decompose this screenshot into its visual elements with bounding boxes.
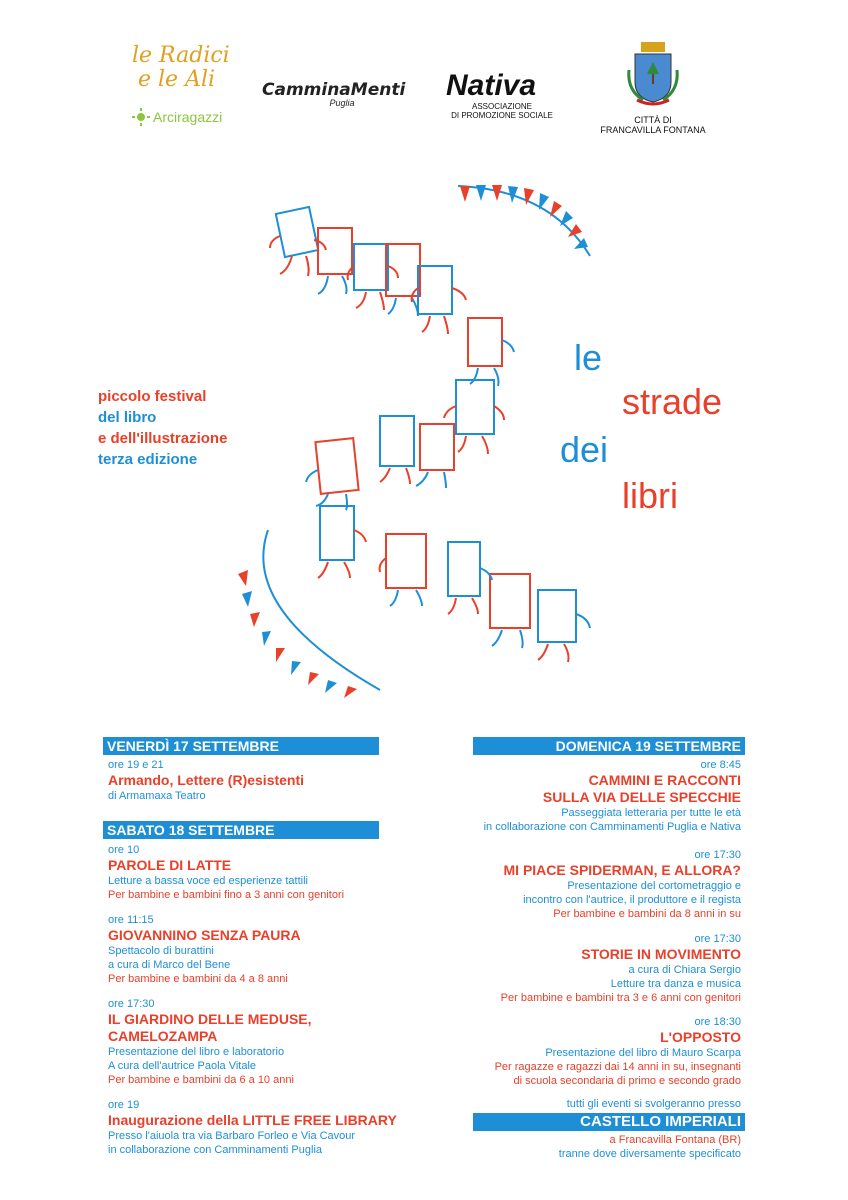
festival-subtitle (98, 386, 298, 470)
sunday-event-2 (420, 848, 741, 921)
friday-event-1 (108, 758, 408, 803)
event-line: a cura di Marco del Bene (108, 959, 231, 971)
event-time: ore 19 (108, 1099, 140, 1111)
event-time: ore 17:30 (694, 849, 741, 861)
sunday-header: DOMENICA 19 SETTEMBRE (473, 737, 745, 755)
saturday-event-2 (108, 913, 408, 986)
event-title-2: SULLA VIA DELLE SPECCHIE (542, 789, 741, 805)
festival-line1: piccolo festival (98, 388, 207, 405)
event-time: ore 11:15 (108, 914, 154, 926)
event-line: Letture tra danza e musica (610, 978, 741, 990)
logo-nativa (446, 70, 576, 130)
logo-radici-line2: e le Ali (138, 67, 216, 92)
top-garland (458, 185, 590, 256)
sunday-event-4 (420, 1015, 741, 1088)
event-line: in collaborazione con Camminamenti Puglia (108, 1144, 323, 1156)
title-word-strade: strade (622, 381, 723, 422)
walking-books (270, 207, 590, 662)
event-line: Per bambine e bambini da 4 a 8 anni (108, 973, 288, 985)
event-line: Per bambine e bambini fino a 3 anni con genitori (108, 889, 345, 901)
event-line: Presso l'aiuola tra via Barbaro Forleo e Via Cavour (108, 1130, 356, 1142)
event-line: Passeggiata letteraria per tutte le età (561, 807, 741, 819)
logo-nativa-line2: DI PROMOZIONE SOCIALE (451, 111, 553, 120)
logo-citta-francavilla (598, 40, 708, 144)
title-word-dei: dei (560, 429, 609, 470)
event-title: Inaugurazione della LITTLE FREE LIBRARY (108, 1112, 397, 1128)
event-line: di scuola secondaria di primo e secondo grado (513, 1075, 741, 1087)
event-time: ore 10 (108, 844, 140, 856)
logo-camminamenti-name: CamminaMenti (262, 80, 406, 100)
event-line: A cura dell'autrice Paola Vitale (108, 1060, 257, 1072)
event-line: Spettacolo di burattini (108, 945, 214, 957)
title-word-le: le (574, 337, 603, 378)
event-title: CAMMINI E RACCONTI (588, 772, 741, 788)
sun-icon (132, 108, 150, 126)
coat-of-arms-icon (623, 40, 683, 106)
event-title: MI PIACE SPIDERMAN, E ALLORA? (503, 862, 741, 878)
event-title-2: CAMELOZAMPA (108, 1028, 218, 1044)
venue-city: a Francavilla Fontana (BR) (609, 1134, 741, 1146)
event-time: ore 18:30 (694, 1016, 741, 1028)
title-word-libri: libri (622, 475, 679, 516)
event-title: GIOVANNINO SENZA PAURA (108, 927, 301, 943)
friday-header: VENERDÌ 17 SETTEMBRE (103, 737, 379, 755)
logo-nativa-name: Nativa (446, 69, 537, 102)
event-line: di Armamaxa Teatro (108, 790, 206, 802)
saturday-event-4 (108, 1098, 428, 1157)
event-line: incontro con l'autrice, il produttore e il regista (523, 894, 741, 906)
event-line: Per ragazze e ragazzi dai 14 anni in su, insegnanti (494, 1061, 741, 1073)
event-title: STORIE IN MOVIMENTO (581, 946, 741, 962)
logo-citta-line2: FRANCAVILLA FONTANA (600, 125, 706, 135)
main-title (560, 338, 760, 518)
event-line: Letture a bassa voce ed esperienze tattili (108, 875, 308, 887)
sunday-event-3 (420, 932, 741, 1005)
event-line: a cura di Chiara Sergio (628, 964, 741, 976)
event-line: Per bambine e bambini da 8 anni in su (553, 908, 741, 920)
event-line: Presentazione del cortometraggio e (567, 880, 741, 892)
event-line: Per bambine e bambini tra 3 e 6 anni con genitori (500, 992, 741, 1004)
festival-line2: del libro (98, 409, 157, 426)
venue-note: tranne dove diversamente specificato (558, 1148, 741, 1160)
logo-camminamenti-sub: Puglia (329, 98, 355, 108)
event-time: ore 19 e 21 (108, 759, 164, 771)
sunday-event-1 (420, 759, 741, 834)
event-title: PAROLE DI LATTE (108, 857, 232, 873)
venue-intro: tutti gli eventi si svolgeranno presso (566, 1098, 741, 1110)
event-title: IL GIARDINO DELLE MEDUSE, (108, 1011, 312, 1027)
event-line: Presentazione del libro di Mauro Scarpa (545, 1047, 741, 1059)
saturday-event-3 (108, 997, 408, 1087)
logo-radici-e-ali (132, 44, 242, 152)
festival-line4: terza edizione (98, 451, 198, 468)
event-time: ore 17:30 (694, 933, 741, 945)
saturday-event-1 (108, 843, 408, 902)
festival-line3: e dell'illustrazione (98, 430, 228, 447)
logo-citta-line1: CITTÀ DI (634, 115, 672, 125)
event-time: ore 8:45 (700, 759, 741, 771)
event-line: Per bambine e bambini da 6 a 10 anni (108, 1074, 294, 1086)
event-time: ore 17:30 (108, 998, 155, 1010)
logo-camminamenti (262, 80, 422, 120)
event-title: L'OPPOSTO (660, 1029, 741, 1045)
logo-radici-line1: le Radici (132, 43, 230, 68)
saturday-header: SABATO 18 SETTEMBRE (103, 821, 379, 839)
event-line: in collaborazione con Camminamenti Puglia e Nativa (483, 821, 741, 833)
logo-nativa-line1: ASSOCIAZIONE (471, 102, 532, 111)
event-title: Armando, Lettere (R)esistenti (108, 772, 305, 788)
event-line: Presentazione del libro e laboratorio (108, 1046, 285, 1058)
bottom-garland (238, 530, 380, 698)
venue-header: CASTELLO IMPERIALI (473, 1113, 745, 1131)
logo-arciragazzi: Arciragazzi (153, 109, 223, 125)
